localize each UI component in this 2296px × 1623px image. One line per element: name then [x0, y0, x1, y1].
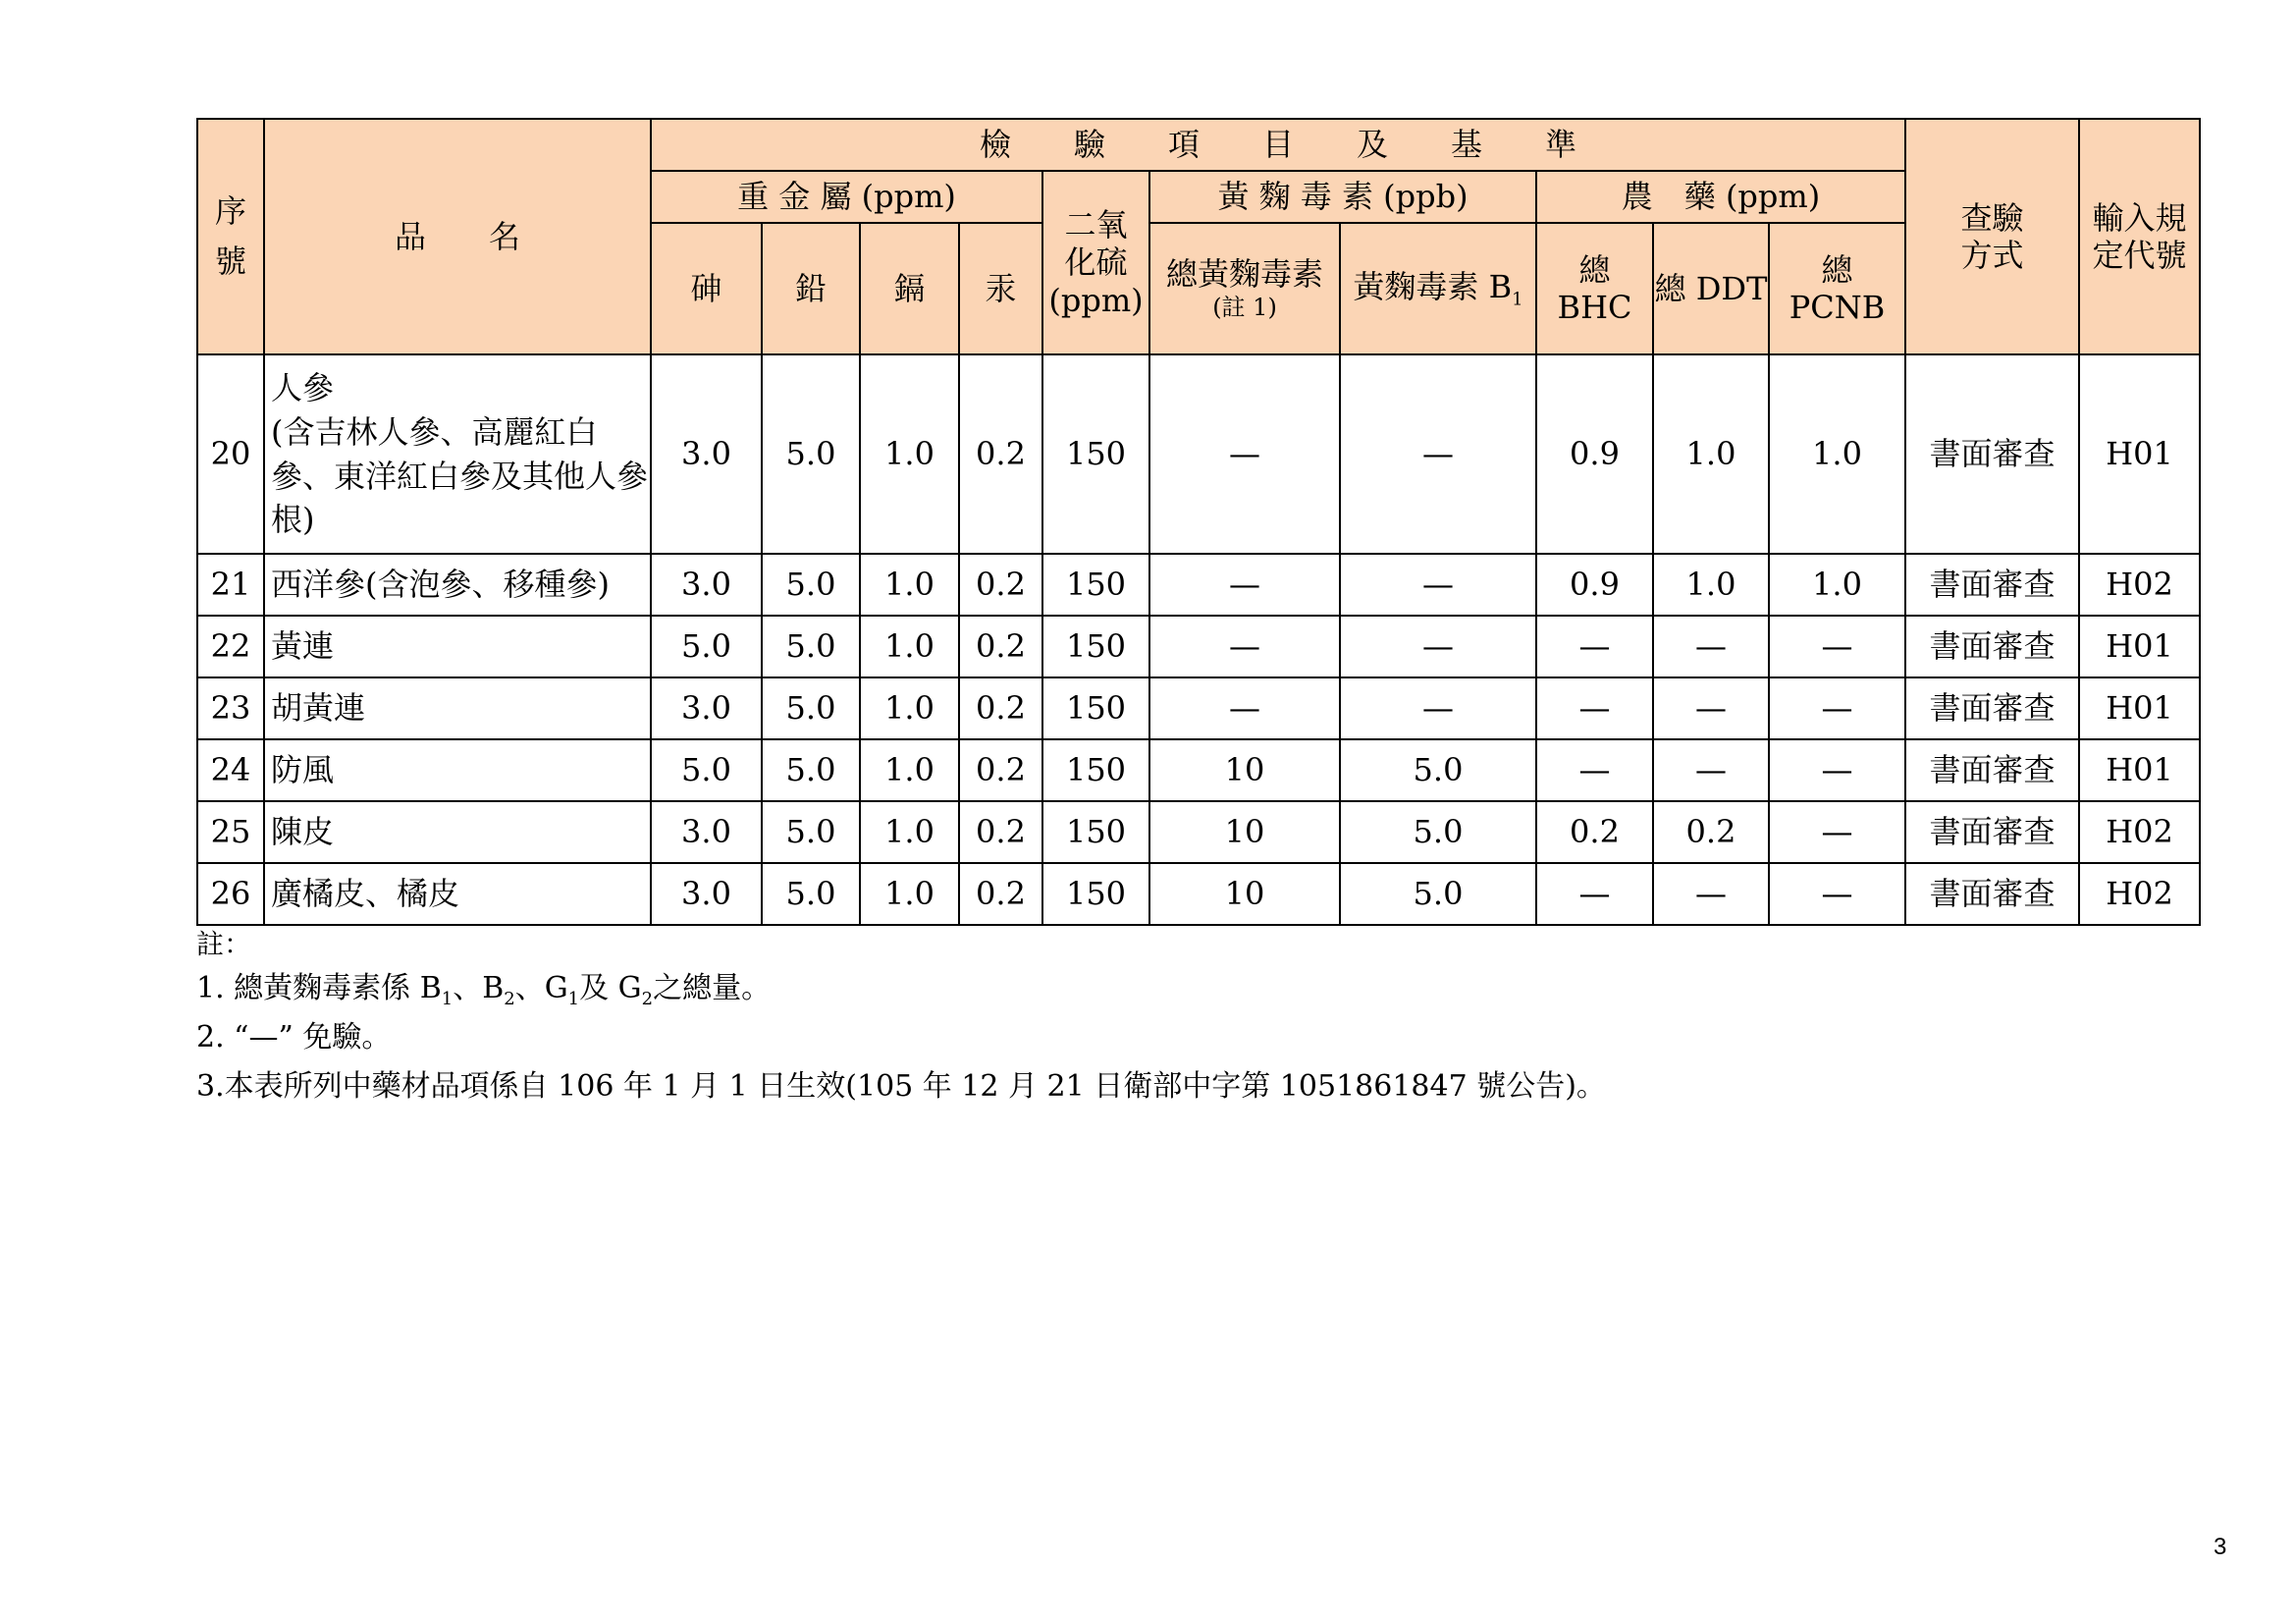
header-pesticides: 農 藥 (ppm)	[1536, 171, 1905, 223]
cell-mercury: 0.2	[959, 739, 1042, 801]
cell-name: 胡黃連	[264, 677, 651, 739]
header-total-aflatoxin: 總黃麴毒素 (註 1)	[1149, 223, 1340, 354]
cell-cadmium: 1.0	[860, 801, 959, 863]
cell-mercury: 0.2	[959, 801, 1042, 863]
cell-pcnb: 1.0	[1769, 554, 1905, 616]
header-mercury: 汞	[959, 223, 1042, 354]
cell-name: 西洋參(含泡參、移種參)	[264, 554, 651, 616]
cell-name: 廣橘皮、橘皮	[264, 863, 651, 925]
cell-lead: 5.0	[762, 554, 860, 616]
cell-pcnb: —	[1769, 863, 1905, 925]
cell-name: 黃連	[264, 616, 651, 677]
cell-name: 防風	[264, 739, 651, 801]
cell-name: 人參 (含吉林人參、高麗紅白 參、東洋紅白參及其他人參 根)	[264, 354, 651, 554]
cell-ddt: 1.0	[1653, 354, 1769, 554]
cell-cadmium: 1.0	[860, 616, 959, 677]
cell-name: 陳皮	[264, 801, 651, 863]
cell-import-code: H02	[2079, 801, 2200, 863]
cell-lead: 5.0	[762, 801, 860, 863]
cell-serial: 20	[197, 354, 264, 554]
cell-import-code: H01	[2079, 354, 2200, 554]
cell-lead: 5.0	[762, 739, 860, 801]
inspection-standards-table	[196, 118, 2201, 926]
cell-bhc: 0.9	[1536, 554, 1653, 616]
cell-cadmium: 1.0	[860, 863, 959, 925]
notes-title: 註：	[196, 928, 252, 960]
cell-lead: 5.0	[762, 354, 860, 554]
cell-aflatoxin-b1: 5.0	[1340, 739, 1536, 801]
cell-bhc: 0.9	[1536, 354, 1653, 554]
header-lead: 鉛	[762, 223, 860, 354]
table-row	[197, 354, 2200, 554]
cell-total-aflatoxin: —	[1149, 554, 1340, 616]
cell-ddt: 0.2	[1653, 801, 1769, 863]
header-cadmium: 鎘	[860, 223, 959, 354]
cell-ddt: 1.0	[1653, 554, 1769, 616]
cell-arsenic: 3.0	[651, 677, 762, 739]
cell-sulfur-dioxide: 150	[1042, 739, 1149, 801]
cell-arsenic: 3.0	[651, 863, 762, 925]
cell-ddt: —	[1653, 739, 1769, 801]
cell-pcnb: 1.0	[1769, 354, 1905, 554]
cell-ddt: —	[1653, 616, 1769, 677]
cell-total-aflatoxin: —	[1149, 616, 1340, 677]
cell-serial: 21	[197, 554, 264, 616]
table-row	[197, 739, 2200, 801]
cell-method: 書面審查	[1905, 677, 2079, 739]
cell-sulfur-dioxide: 150	[1042, 677, 1149, 739]
cell-sulfur-dioxide: 150	[1042, 801, 1149, 863]
cell-aflatoxin-b1: 5.0	[1340, 863, 1536, 925]
cell-lead: 5.0	[762, 616, 860, 677]
cell-import-code: H01	[2079, 616, 2200, 677]
cell-total-aflatoxin: 10	[1149, 801, 1340, 863]
cell-mercury: 0.2	[959, 354, 1042, 554]
cell-cadmium: 1.0	[860, 554, 959, 616]
cell-method: 書面審查	[1905, 354, 2079, 554]
cell-arsenic: 3.0	[651, 354, 762, 554]
cell-sulfur-dioxide: 150	[1042, 554, 1149, 616]
cell-arsenic: 3.0	[651, 801, 762, 863]
cell-serial: 24	[197, 739, 264, 801]
cell-mercury: 0.2	[959, 554, 1042, 616]
cell-bhc: —	[1536, 863, 1653, 925]
cell-total-aflatoxin: —	[1149, 677, 1340, 739]
cell-import-code: H01	[2079, 739, 2200, 801]
header-bhc: 總 BHC	[1536, 223, 1653, 354]
cell-import-code: H01	[2079, 677, 2200, 739]
cell-arsenic: 5.0	[651, 616, 762, 677]
cell-aflatoxin-b1: —	[1340, 677, 1536, 739]
cell-bhc: —	[1536, 677, 1653, 739]
header-import-code: 輸入規 定代號	[2079, 119, 2200, 354]
cell-arsenic: 3.0	[651, 554, 762, 616]
cell-pcnb: —	[1769, 677, 1905, 739]
table-row	[197, 616, 2200, 677]
cell-aflatoxin-b1: —	[1340, 616, 1536, 677]
cell-cadmium: 1.0	[860, 739, 959, 801]
header-method: 查驗 方式	[1905, 119, 2079, 354]
cell-sulfur-dioxide: 150	[1042, 863, 1149, 925]
cell-method: 書面審查	[1905, 554, 2079, 616]
cell-total-aflatoxin: 10	[1149, 739, 1340, 801]
header-sulfur-dioxide: 二氧 化硫 (ppm)	[1042, 171, 1149, 354]
table-row	[197, 863, 2200, 925]
note-3: 3.本表所列中藥材品項係自 106 年 1 月 1 日生效(105 年 12 月 21 日衛部中字第 1051861847 號公告)。	[196, 1069, 1606, 1104]
cell-serial: 25	[197, 801, 264, 863]
cell-method: 書面審查	[1905, 739, 2079, 801]
cell-lead: 5.0	[762, 677, 860, 739]
cell-cadmium: 1.0	[860, 354, 959, 554]
cell-method: 書面審查	[1905, 616, 2079, 677]
header-serial: 序號	[197, 119, 264, 354]
cell-serial: 23	[197, 677, 264, 739]
table-row	[197, 554, 2200, 616]
header-arsenic: 砷	[651, 223, 762, 354]
header-ddt: 總 DDT	[1653, 223, 1769, 354]
table-row	[197, 801, 2200, 863]
cell-pcnb: —	[1769, 616, 1905, 677]
header-name: 品 名	[264, 119, 651, 354]
header-aflatoxin: 黃 麴 毒 素 (ppb)	[1149, 171, 1536, 223]
header-aflatoxin-b1: 黃麴毒素 $B_1$	[1340, 223, 1536, 354]
cell-total-aflatoxin: 10	[1149, 863, 1340, 925]
header-group-title: 檢 驗 項 目 及 基 準	[651, 119, 1905, 171]
cell-ddt: —	[1653, 863, 1769, 925]
cell-bhc: 0.2	[1536, 801, 1653, 863]
cell-pcnb: —	[1769, 739, 1905, 801]
cell-aflatoxin-b1: 5.0	[1340, 801, 1536, 863]
cell-arsenic: 5.0	[651, 739, 762, 801]
cell-serial: 22	[197, 616, 264, 677]
cell-sulfur-dioxide: 150	[1042, 616, 1149, 677]
cell-mercury: 0.2	[959, 616, 1042, 677]
cell-pcnb: —	[1769, 801, 1905, 863]
table-row	[197, 677, 2200, 739]
cell-mercury: 0.2	[959, 677, 1042, 739]
cell-aflatoxin-b1: —	[1340, 354, 1536, 554]
cell-ddt: —	[1653, 677, 1769, 739]
cell-import-code: H02	[2079, 863, 2200, 925]
header-heavy-metals: 重 金 屬 (ppm)	[651, 171, 1042, 223]
cell-method: 書面審查	[1905, 863, 2079, 925]
cell-total-aflatoxin: —	[1149, 354, 1340, 554]
cell-serial: 26	[197, 863, 264, 925]
notes-section	[196, 925, 1606, 1111]
cell-bhc: —	[1536, 616, 1653, 677]
cell-method: 書面審查	[1905, 801, 2079, 863]
note-1: 1. 總黃麴毒素係 $B_1$、$B_2$、$G_1$及 $G_2$之總量。	[196, 971, 772, 1009]
cell-aflatoxin-b1: —	[1340, 554, 1536, 616]
cell-bhc: —	[1536, 739, 1653, 801]
cell-import-code: H02	[2079, 554, 2200, 616]
page-number: 3	[2214, 1534, 2227, 1560]
cell-sulfur-dioxide: 150	[1042, 354, 1149, 554]
cell-cadmium: 1.0	[860, 677, 959, 739]
header-pcnb: 總 PCNB	[1769, 223, 1905, 354]
cell-lead: 5.0	[762, 863, 860, 925]
note-2: 2. “—” 免驗。	[196, 1020, 392, 1055]
cell-mercury: 0.2	[959, 863, 1042, 925]
